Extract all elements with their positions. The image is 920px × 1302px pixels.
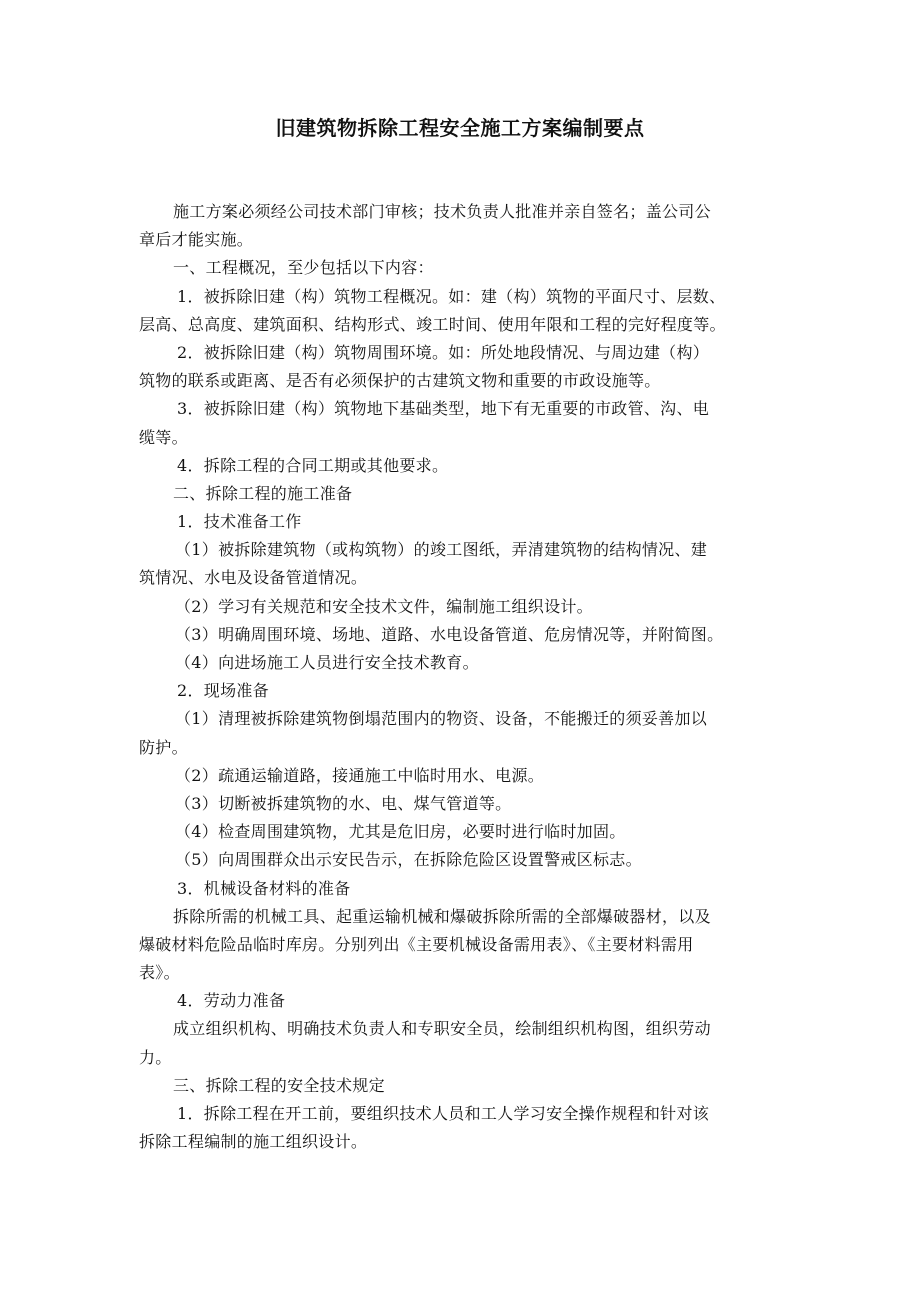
- section-heading: 一、工程概况，至少包括以下内容：: [173, 258, 434, 278]
- paragraph-line: 筑情况、水电及设备管道情况。: [139, 568, 368, 588]
- paragraph-line: （2）疏通运输道路，接通施工中临时用水、电源。: [175, 765, 545, 785]
- paragraph-line: 力。: [139, 1047, 172, 1067]
- paragraph-line: 爆破材料危险品临时库房。分别列出《主要机械设备需用表》、《主要材料需用: [139, 934, 694, 954]
- paragraph-line: 缆等。: [139, 427, 188, 447]
- paragraph-line: 3．被拆除旧建（构）筑物地下基础类型，地下有无重要的市政管、沟、电: [177, 399, 710, 419]
- paragraph-line: 2．被拆除旧建（构）筑物周围环境。如：所处地段情况、与周边建（构）: [177, 342, 710, 362]
- subsection-heading: 1．技术准备工作: [177, 512, 302, 532]
- paragraph-line: （1）被拆除建筑物（或构筑物）的竣工图纸，弄清建筑物的结构情况、建: [175, 540, 708, 560]
- paragraph-line: 施工方案必须经公司技术部门审核；技术负责人批准并亲自签名；盖公司公: [173, 202, 711, 221]
- paragraph-line: 4．拆除工程的合同工期或其他要求。: [177, 455, 449, 475]
- paragraph-line: 拆除工程编制的施工组织设计。: [139, 1132, 368, 1152]
- paragraph-line: （3）明确周围环境、场地、道路、水电设备管道、危房情况等，并附简图。: [175, 624, 724, 644]
- paragraph-line: 拆除所需的机械工具、起重运输机械和爆破拆除所需的全部爆破器材，以及: [173, 906, 711, 926]
- paragraph-line: 1．被拆除旧建（构）筑物工程概况。如：建（构）筑物的平面尺寸、层数、: [177, 286, 726, 306]
- paragraph-line: （2）学习有关规范和安全技术文件，编制施工组织设计。: [175, 596, 593, 616]
- subsection-heading: 2．现场准备: [177, 681, 269, 701]
- paragraph-line: （4）检查周围建筑物，尤其是危旧房，必要时进行临时加固。: [175, 822, 626, 842]
- document-body: [139, 198, 781, 1156]
- paragraph-line: （5）向周围群众出示安民告示，在拆除危险区设置警戒区标志。: [175, 850, 642, 870]
- paragraph-line: 层高、总高度、建筑面积、结构形式、竣工时间、使用年限和工程的完好程度等。: [139, 314, 726, 334]
- paragraph-line: 防护。: [139, 737, 188, 757]
- paragraph-line: 表》。: [139, 963, 180, 983]
- paragraph-line: 章后才能实施。: [139, 230, 254, 250]
- paragraph-line: （4）向进场施工人员进行安全技术教育。: [175, 653, 479, 672]
- paragraph-line: （3）切断被拆建筑物的水、电、煤气管道等。: [175, 793, 512, 813]
- subsection-heading: 3．机械设备材料的准备: [177, 878, 351, 898]
- document-title: 旧建筑物拆除工程安全施工方案编制要点: [275, 116, 645, 140]
- paragraph-line: 1．拆除工程在开工前，要组织技术人员和工人学习安全操作规程和针对该: [177, 1104, 710, 1123]
- paragraph-line: 筑物的联系或距离、是否有必须保护的古建筑文物和重要的市政设施等。: [139, 371, 661, 391]
- section-heading: 二、拆除工程的施工准备: [173, 483, 353, 503]
- paragraph-line: 成立组织机构、明确技术负责人和专职安全员，绘制组织机构图，组织劳动: [173, 1019, 711, 1039]
- section-heading: 三、拆除工程的安全技术规定: [173, 1075, 385, 1095]
- paragraph-line: （1）清理被拆除建筑物倒塌范围内的物资、设备，不能搬迁的须妥善加以: [175, 709, 708, 729]
- subsection-heading: 4．劳动力准备: [177, 991, 286, 1011]
